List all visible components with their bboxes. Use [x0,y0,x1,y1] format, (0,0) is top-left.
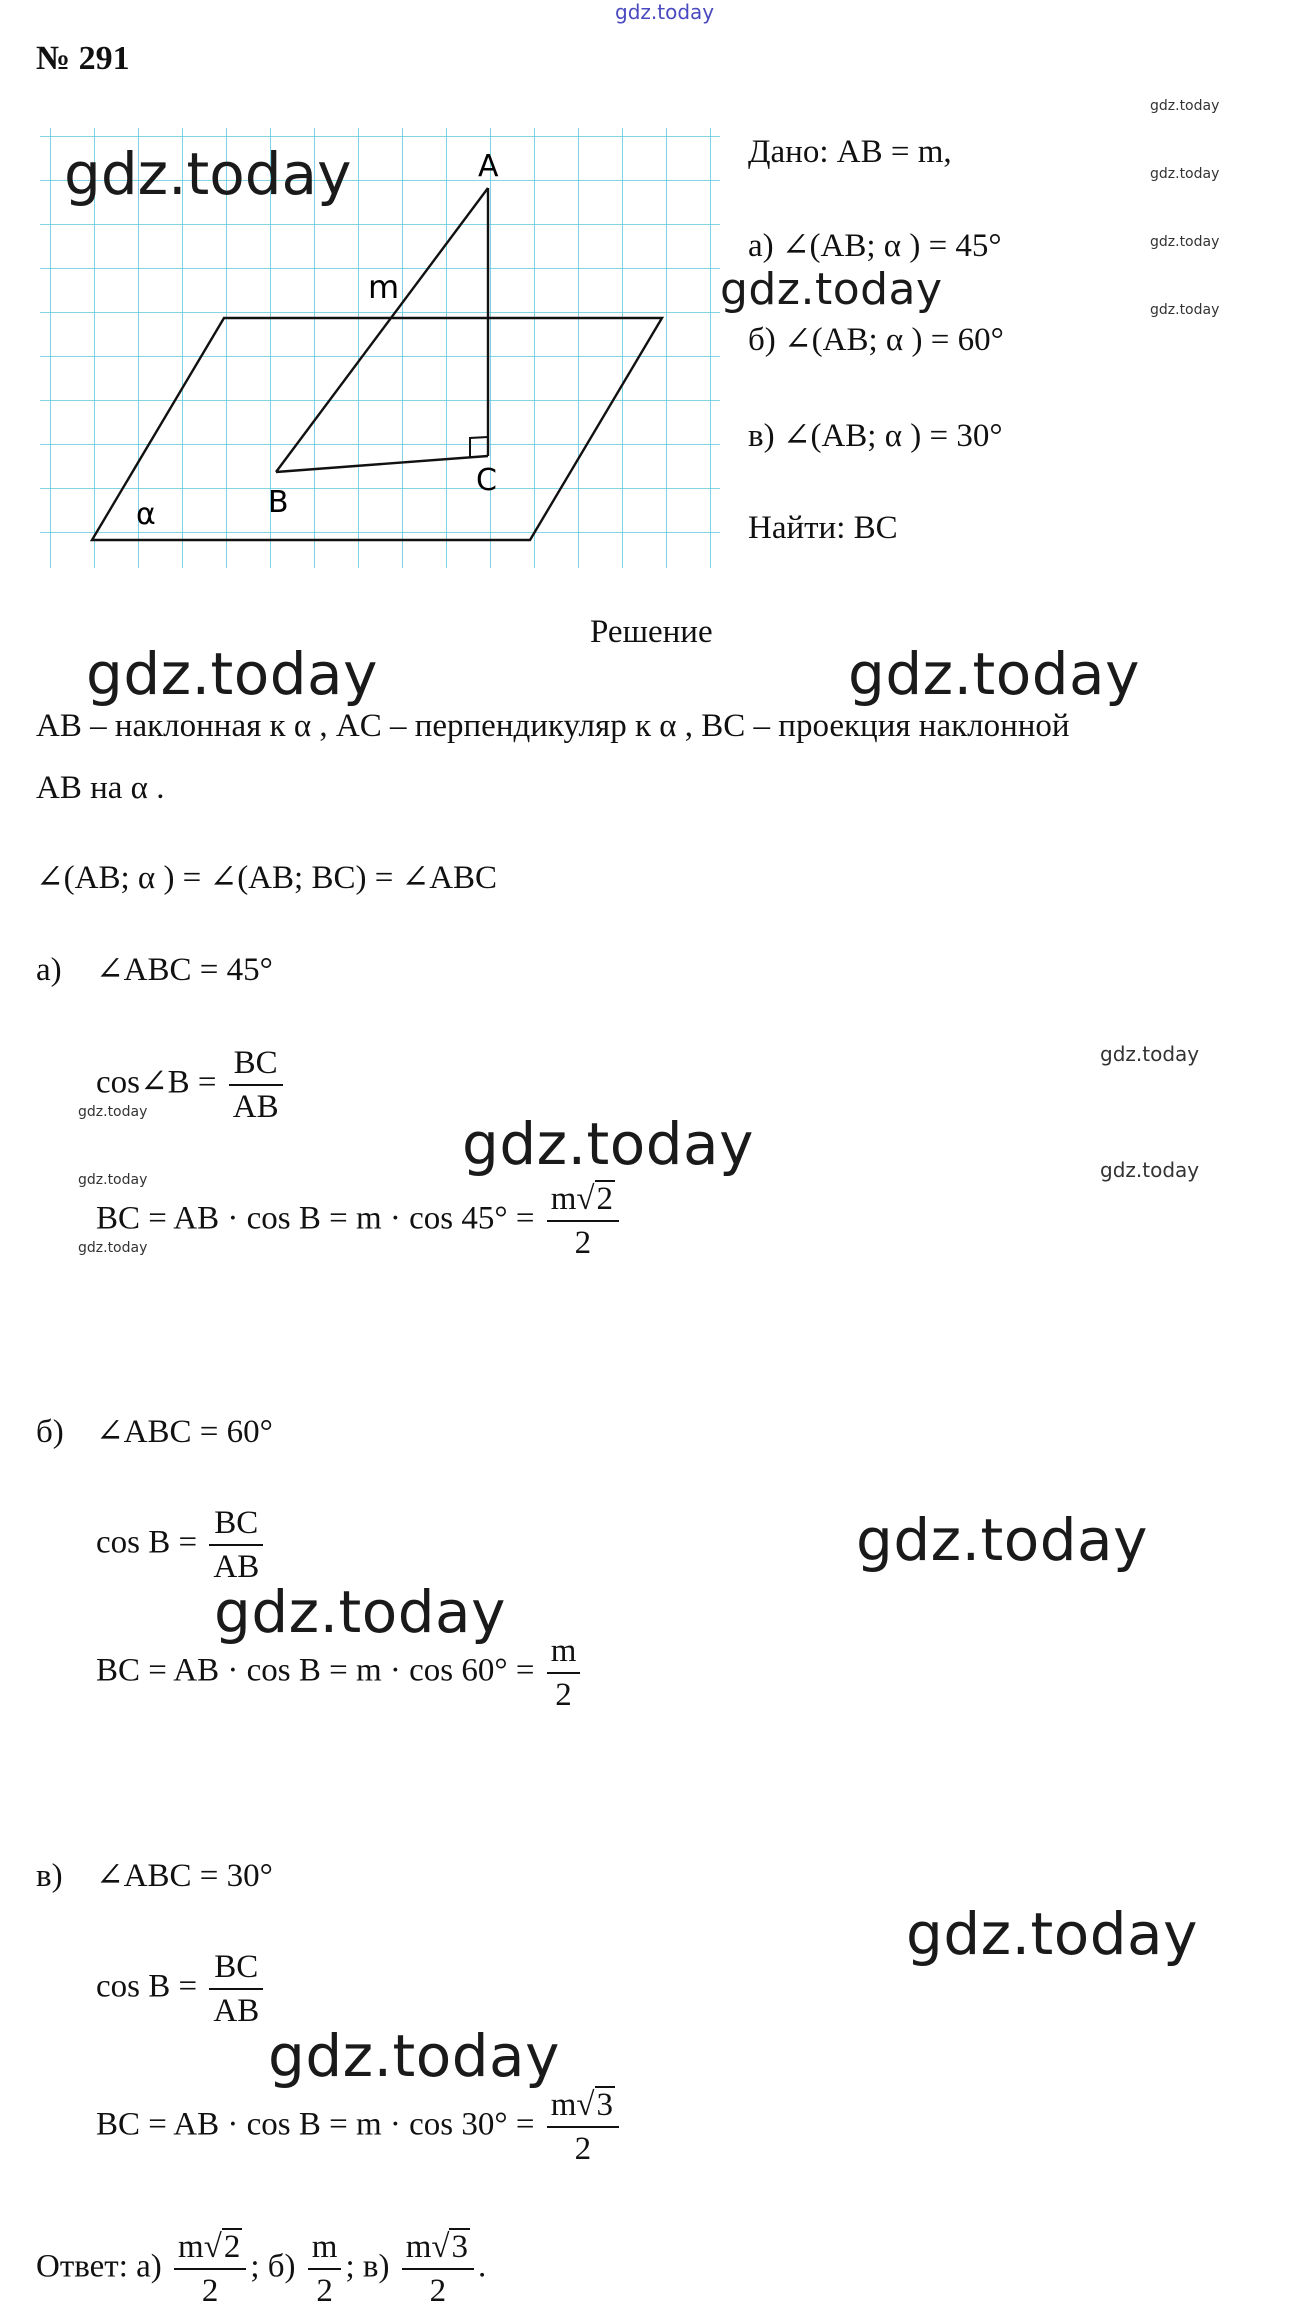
answer-a [174,2226,246,2312]
part-a-bc-formula [96,1178,623,1264]
label-c: C [476,463,497,498]
part-b-result [547,1630,581,1716]
part-b-bc-lhs: BC = AB · cos B = m · cos 60° = [96,1652,535,1689]
diagram-watermark: gdz.today [64,140,352,208]
given-b: б) ∠(AB; α ) = 60° [748,322,1004,358]
part-b-label: б) [36,1414,64,1450]
part-a-res-m: m [550,1181,577,1217]
problem-number: № 291 [36,40,130,77]
part-b-cos-formula [96,1502,267,1588]
part-a-frac-num: BC [229,1042,283,1086]
part-a-result [547,1178,619,1264]
answer-b-num: m [308,2226,342,2270]
part-c-bc-formula [96,2084,623,2170]
sqrt-symbol: √2 [203,2229,241,2265]
label-a: A [478,149,499,184]
part-c-frac-num: BC [209,1946,263,1990]
sqrt-symbol: √2 [576,1181,614,1217]
part-c-res-den: 2 [574,2131,592,2167]
geometry-diagram [40,128,720,568]
given-title: Дано: AB = m, [748,134,952,170]
part-c-cos-lhs: cos B = [96,1968,198,2005]
watermark-small-2: gdz.today [1150,166,1220,182]
answer-c-rad: 3 [451,2229,468,2265]
part-c-result [547,2084,619,2170]
part-c-angle: ∠ABC = 30° [96,1858,273,1894]
part-b-angle: ∠ABC = 60° [96,1414,273,1450]
angle-equality: ∠(AB; α ) = ∠(AB; BC) = ∠ABC [36,860,498,896]
answer-a-m: m [178,2229,204,2265]
answer-end: . [477,2248,487,2285]
part-a-fraction [229,1042,283,1128]
intro-line-1: AB – наклонная к α , AC – перпендикуляр к α , BC – проекция наклонной [36,708,1070,744]
answer-sep-1: ; б) [250,2248,296,2285]
given-find: Найти: BC [748,510,898,546]
header-watermark: gdz.today [615,0,715,24]
watermark-mid-1: gdz.today [1100,1042,1200,1066]
label-alpha: α [136,497,156,532]
part-a-cos-lhs: cos∠B = [96,1064,217,1101]
watermark-small-1: gdz.today [1150,98,1220,114]
part-b-frac-num: BC [209,1502,263,1546]
answer-label: Ответ: а) [36,2248,162,2285]
part-b-fraction [209,1502,263,1588]
part-b-res-den: 2 [555,1677,572,1713]
part-c-cos-formula [96,1946,267,2032]
answer-a-den: 2 [201,2273,219,2309]
watermark-5: gdz.today [214,1578,506,1646]
watermark-4: gdz.today [856,1506,1148,1574]
part-b-frac-den: AB [213,1549,260,1585]
solution-title: Решение [590,614,713,650]
answer-c-den: 2 [429,2273,447,2309]
watermark-small-5: gdz.today [78,1104,148,1120]
answer-line [36,2226,486,2312]
part-a-res-den: 2 [574,1225,592,1261]
part-c-frac-den: AB [213,1993,260,2029]
part-a-frac-den: AB [232,1089,279,1125]
watermark-small-7: gdz.today [78,1240,148,1256]
part-c-res-rad: 3 [596,2087,614,2123]
label-m: m [368,268,400,306]
answer-sep-2: ; в) [345,2248,390,2285]
part-c-bc-lhs: BC = AB · cos B = m · cos 30° = [96,2106,535,2143]
answer-c-m: m [405,2229,432,2265]
answer-b [308,2226,342,2312]
answer-c [402,2226,474,2312]
answer-a-rad: 2 [223,2229,241,2265]
watermark-7: gdz.today [268,2022,560,2090]
intro-line-2: AB на α . [36,770,165,806]
watermark-6: gdz.today [906,1900,1198,1968]
given-c: в) ∠(AB; α ) = 30° [748,418,1003,454]
given-a: а) ∠(AB; α ) = 45° [748,228,1002,264]
sqrt-symbol: √3 [576,2087,614,2123]
part-c-res-m: m [550,2087,577,2123]
watermark-3: gdz.today [462,1110,754,1178]
answer-b-den: 2 [316,2273,333,2309]
part-b-cos-lhs: cos B = [96,1524,198,1561]
watermark-mid-2: gdz.today [1100,1158,1200,1182]
part-b-res-num: m [547,1630,581,1674]
part-a-res-rad: 2 [596,1181,614,1217]
watermark-small-3: gdz.today [1150,234,1220,250]
part-a-angle: ∠ABC = 45° [96,952,273,988]
part-a-bc-lhs: BC = AB · cos B = m · cos 45° = [96,1200,535,1237]
part-c-fraction [209,1946,263,2032]
watermark-small-6: gdz.today [78,1172,148,1188]
watermark-2: gdz.today [848,640,1140,708]
part-b-bc-formula [96,1630,584,1716]
part-c-label: в) [36,1858,63,1894]
watermark-given: gdz.today [720,264,943,315]
sqrt-symbol: √3 [431,2229,468,2265]
label-b: B [268,485,289,520]
watermark-small-4: gdz.today [1150,302,1220,318]
watermark-1: gdz.today [86,640,378,708]
part-a-label: а) [36,952,62,988]
